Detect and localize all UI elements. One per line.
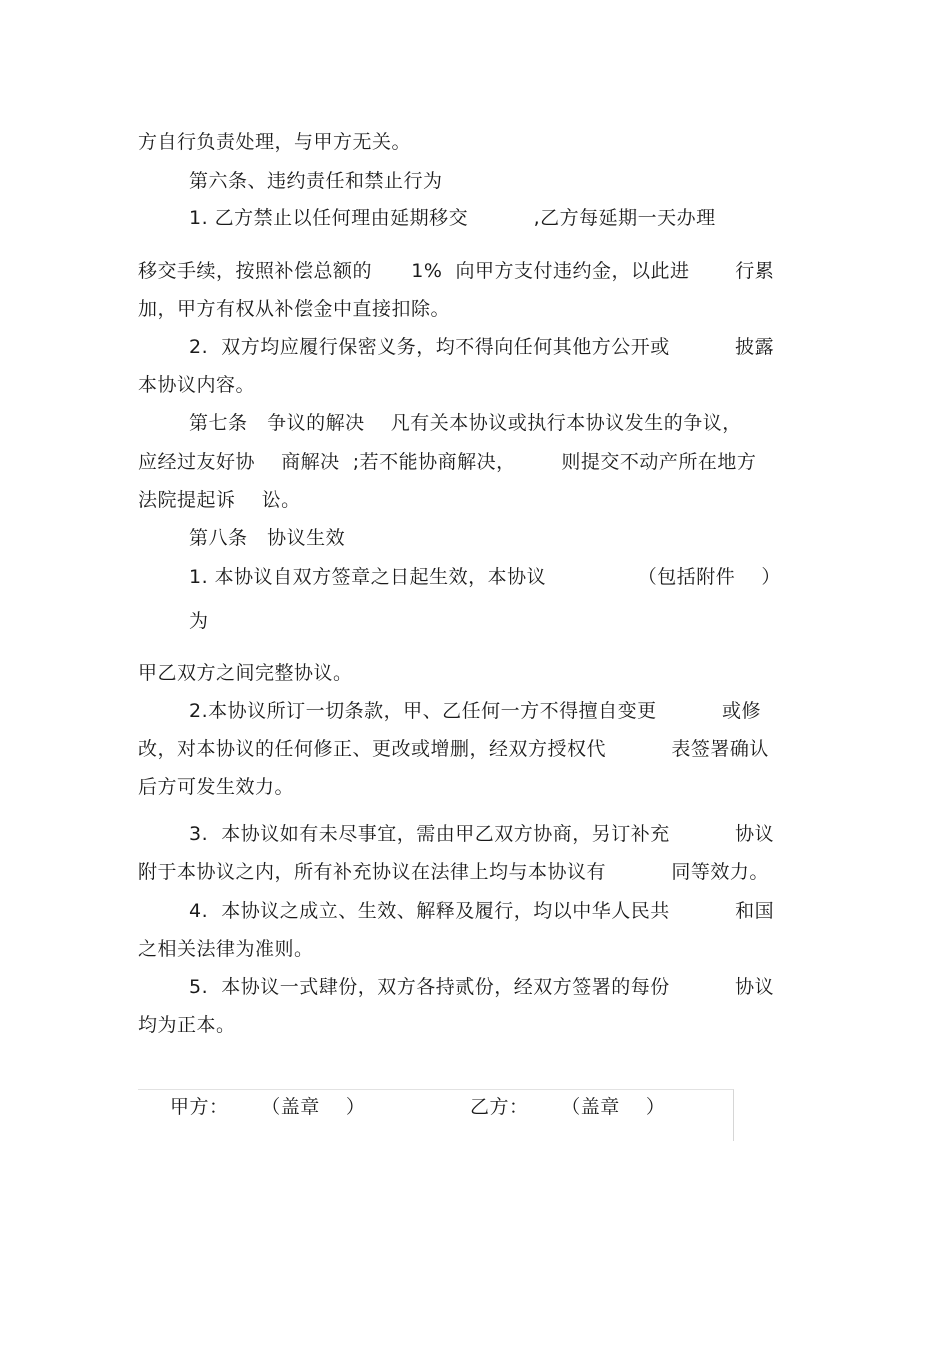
text-line: 2.本协议所订一切条款，甲、乙任何一方不得擅自变更 或修 [189, 700, 762, 722]
article-heading: 第六条、违约责任和禁止行为 [189, 170, 443, 192]
text-line: 附于本协议之内，所有补充协议在法律上均与本协议有 同等效力。 [138, 861, 769, 883]
party-b-signature: 乙方： （盖章 ） [470, 1096, 666, 1118]
text-line: 本协议内容。 [138, 374, 256, 396]
article-heading: 第七条 争议的解决 凡有关本协议或执行本协议发生的争议， [189, 412, 742, 434]
text-line: 法院提起诉 讼。 [138, 489, 301, 511]
text-line: 应经过友好协 商解决 ;若不能协商解决， 则提交不动产所在地方 [138, 451, 757, 473]
text-line: 加，甲方有权从补偿金中直接扣除。 [138, 298, 451, 320]
text-line: 之相关法律为准则。 [138, 938, 314, 960]
text-line: 1. 乙方禁止以任何理由延期移交 ,乙方每延期一天办理 [189, 207, 716, 229]
article-heading: 第八条 协议生效 [189, 527, 346, 549]
text-line: 为 [189, 610, 209, 632]
text-line: 方自行负责处理，与甲方无关。 [138, 131, 412, 153]
text-line: 均为正本。 [138, 1014, 236, 1036]
text-line: 4. 本协议之成立、生效、解释及履行，均以中华人民共 和国 [189, 900, 775, 922]
text-line: 5. 本协议一式肆份，双方各持贰份，经双方签署的每份 协议 [189, 976, 775, 998]
text-line: 3. 本协议如有未尽事宜，需由甲乙双方协商，另订补充 协议 [189, 823, 775, 845]
text-line: 甲乙双方之间完整协议。 [138, 662, 353, 684]
text-line: 后方可发生效力。 [138, 776, 295, 798]
text-line: 改，对本协议的任何修正、更改或增删，经双方授权代 表签署确认 [138, 738, 769, 760]
text-line: 1. 本协议自双方签章之日起生效，本协议 （包括附件 ） [189, 566, 781, 588]
text-line: 2. 双方均应履行保密义务，均不得向任何其他方公开或 披露 [189, 336, 775, 358]
party-a-signature: 甲方： （盖章 ） [170, 1096, 366, 1118]
text-line: 移交手续，按照补偿总额的 1% 向甲方支付违约金，以此进 行累 [138, 260, 775, 282]
